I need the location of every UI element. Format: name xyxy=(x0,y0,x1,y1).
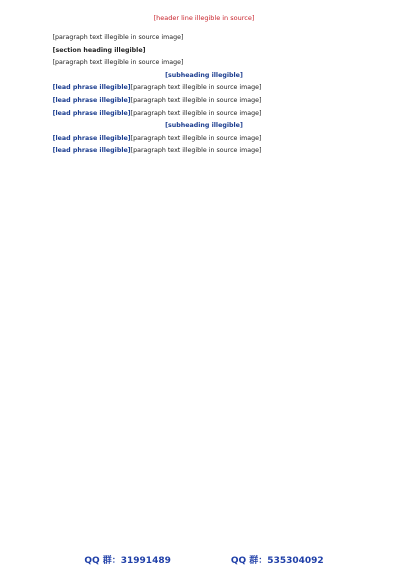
footer-contact xyxy=(40,554,368,568)
sub-item-1-body: [paragraph text illegible in source image] xyxy=(130,84,262,92)
sub-item-1-lead: [lead phrase illegible] xyxy=(52,84,131,92)
sub-item-3-body: [paragraph text illegible in source image] xyxy=(130,109,262,117)
sub-item-5-body: [paragraph text illegible in source image] xyxy=(130,147,262,155)
document-body xyxy=(40,32,368,536)
section-one-paragraph: [paragraph text illegible in source image] xyxy=(52,59,184,67)
sub-item-4-body: [paragraph text illegible in source image] xyxy=(130,134,262,142)
subheading-1: [subheading illegible] xyxy=(165,71,243,79)
footer-qq-group-2: QQ 群：535304092 xyxy=(230,556,324,566)
section-one-heading: [section heading illegible] xyxy=(52,46,146,54)
intro-paragraph: [paragraph text illegible in source image] xyxy=(52,34,184,41)
sub-item-4 xyxy=(40,133,368,146)
sub-item-3-lead: [lead phrase illegible] xyxy=(52,109,131,117)
sub-item-2-lead: [lead phrase illegible] xyxy=(52,96,131,104)
footer-qq-group-1: QQ 群：31991489 xyxy=(84,556,171,566)
sub-item-2-body: [paragraph text illegible in source image] xyxy=(130,96,262,104)
sub-item-2 xyxy=(40,95,368,108)
sub-item-1 xyxy=(40,82,368,95)
subheading-2: [subheading illegible] xyxy=(165,122,243,130)
sub-item-5-lead: [lead phrase illegible] xyxy=(52,147,131,155)
sub-item-4-lead: [lead phrase illegible] xyxy=(52,134,131,142)
sub-item-5 xyxy=(40,145,368,158)
sub-item-3 xyxy=(40,108,368,121)
header-promo-line: [header line illegible in source] xyxy=(153,14,255,22)
